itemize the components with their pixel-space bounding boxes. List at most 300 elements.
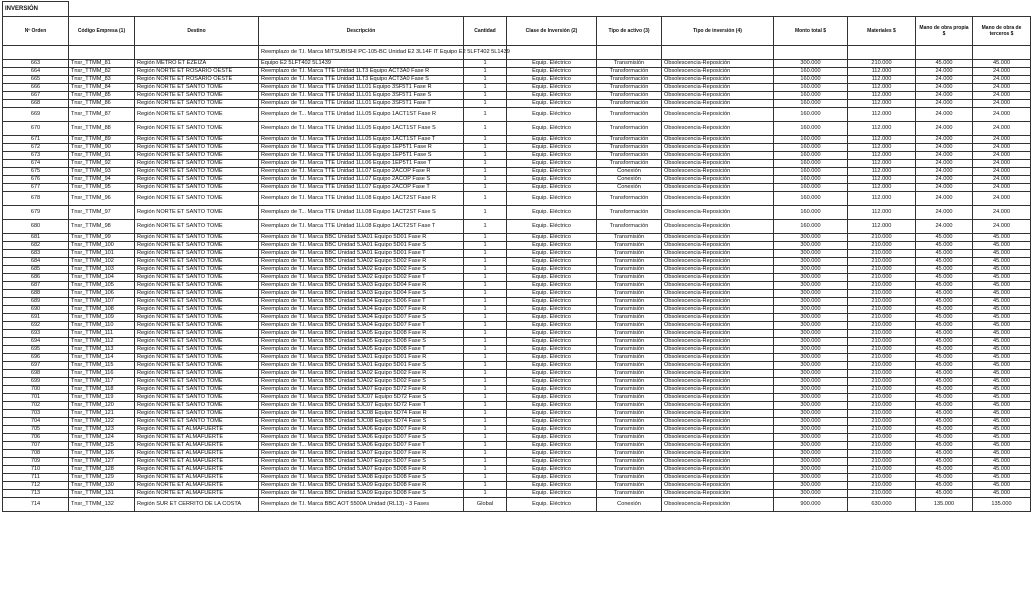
cell-cantidad: 1 (464, 298, 507, 306)
cell-clase: Equip. Eléctrico (507, 136, 597, 144)
cell-mano-obra-propia: 45.000 (916, 354, 973, 362)
table-row (3, 144, 1031, 152)
cell-mano-obra-terceros: 24.000 (973, 122, 1031, 136)
cell-monto-total: 300.000 (774, 290, 848, 298)
cell-cantidad: 1 (464, 490, 507, 498)
cell-destino: Región NORTE ET SANTO TOME (135, 394, 259, 402)
cell-tipo-activo: Transformación (597, 76, 662, 84)
cell-destino: Región NORTE ET SANTO TOME (135, 274, 259, 282)
cell-tipo-inversion: Obsolescencia-Reposición (662, 362, 774, 370)
cell-destino: Región NORTE ET ALMAFUERTE (135, 434, 259, 442)
cell-codigo: Tnsr_TTMM_87 (69, 108, 135, 122)
cell-tipo-inversion: Obsolescencia-Reposición (662, 76, 774, 84)
cell-tipo-activo: Transmisión (597, 394, 662, 402)
cell-codigo: Tnsr_TTMM_81 (69, 60, 135, 68)
cell-tipo-activo: Transmisión (597, 442, 662, 450)
cell-mano-obra-terceros: 45.000 (973, 458, 1031, 466)
cell-mano-obra-propia: 45.000 (916, 322, 973, 330)
cell-mano-obra-terceros: 24.000 (973, 108, 1031, 122)
cell-monto-total: 300.000 (774, 474, 848, 482)
table-row (3, 434, 1031, 442)
cell-descripcion: Reemplazo de T.I. Marca BBC Unidad 5JC07 Equipo 5D72 Fase S (259, 394, 464, 402)
cell-descripcion: Reemplazo de T.I. Marca MITSUBISHI PC-105-BC Unidad E2 3L14F IT Equipo E2 5LFT402 5L1439 (259, 46, 464, 60)
cell-materiales: 112.000 (848, 92, 916, 100)
cell-mano-obra-propia: 24.000 (916, 76, 973, 84)
cell-codigo: Tnsr_TTMM_83 (69, 76, 135, 84)
cell-tipo-inversion: Obsolescencia-Reposición (662, 274, 774, 282)
cell-descripcion: Reemplazo de T.I. Marca BBC Unidad 5JC08 Equipo 5D74 Fase S (259, 418, 464, 426)
cell-codigo: Tnsr_TTMM_111 (69, 330, 135, 338)
cell-destino: Región SUR ET CERRITO DE LA COSTA (135, 498, 259, 512)
cell-clase: Equip. Eléctrico (507, 482, 597, 490)
cell-tipo-activo: Transformación (597, 220, 662, 234)
cell-orden: 667 (3, 92, 69, 100)
cell-materiales: 210.000 (848, 306, 916, 314)
cell-descripcion: Reemplazo de T.I. Marca BBC Unidad 5JA02 Equipo 5D02 Fase T (259, 274, 464, 282)
cell-codigo: Tnsr_TTMM_103 (69, 266, 135, 274)
cell-materiales: 210.000 (848, 490, 916, 498)
cell-orden: 692 (3, 322, 69, 330)
cell-descripcion: Reemplazo de T.I. Marca BBC Unidad 5JA04 Equipo 5D07 Fase S (259, 314, 464, 322)
cell-monto-total: 160.000 (774, 84, 848, 92)
cell-clase: Equip. Eléctrico (507, 250, 597, 258)
cell-clase: Equip. Eléctrico (507, 60, 597, 68)
cell-tipo-inversion: Obsolescencia-Reposición (662, 250, 774, 258)
cell-clase: Equip. Eléctrico (507, 490, 597, 498)
cell-tipo-inversion: Obsolescencia-Reposición (662, 60, 774, 68)
cell-monto-total: 160.000 (774, 168, 848, 176)
cell-clase: Equip. Eléctrico (507, 426, 597, 434)
cell-codigo: Tnsr_TTMM_113 (69, 346, 135, 354)
cell-descripcion: Reemplazo de T.I. Marca TTE Unidad 1LL05 Equipo 1ACT1ST Fase T (259, 136, 464, 144)
cell-destino: Región NORTE ET ALMAFUERTE (135, 450, 259, 458)
cell-mano-obra-propia: 45.000 (916, 330, 973, 338)
table-row (3, 176, 1031, 184)
cell-mano-obra-terceros: 45.000 (973, 258, 1031, 266)
table-row (3, 298, 1031, 306)
cell-destino: Región NORTE ET SANTO TOME (135, 410, 259, 418)
cell-clase: Equip. Eléctrico (507, 338, 597, 346)
cell-materiales: 112.000 (848, 184, 916, 192)
cell-tipo-activo: Transmisión (597, 282, 662, 290)
cell-tipo-activo: Transmisión (597, 306, 662, 314)
cell-tipo-activo: Transmisión (597, 410, 662, 418)
cell-tipo-activo: Transformación (597, 206, 662, 220)
cell-destino: Región NORTE ET SANTO TOME (135, 152, 259, 160)
cell-tipo-activo: Transformación (597, 192, 662, 206)
cell-materiales: 210.000 (848, 466, 916, 474)
cell-mano-obra-propia: 45.000 (916, 298, 973, 306)
cell-monto-total: 300.000 (774, 434, 848, 442)
cell-destino: Región NORTE ET SANTO TOME (135, 266, 259, 274)
cell-materiales: 210.000 (848, 450, 916, 458)
cell-cantidad: 1 (464, 370, 507, 378)
header-tipo-activo: Tipo de activo (3) (597, 17, 662, 46)
cell-monto-total: 300.000 (774, 298, 848, 306)
cell-orden: 687 (3, 282, 69, 290)
cell-tipo-activo: Transmisión (597, 386, 662, 394)
cell-codigo: Tnsr_TTMM_123 (69, 426, 135, 434)
cell-orden: 677 (3, 184, 69, 192)
cell-tipo-inversion: Obsolescencia-Reposición (662, 322, 774, 330)
cell-monto-total: 300.000 (774, 458, 848, 466)
cell-clase: Equip. Eléctrico (507, 394, 597, 402)
cell-descripcion: Reemplazo de T.I. Marca BBC Unidad 5JA08 Equipo 5D08 Fase S (259, 474, 464, 482)
cell-clase: Equip. Eléctrico (507, 220, 597, 234)
cell-tipo-activo: Transmisión (597, 314, 662, 322)
cell-clase: Equip. Eléctrico (507, 402, 597, 410)
cell-tipo-inversion: Obsolescencia-Reposición (662, 434, 774, 442)
cell-mano-obra-propia: 45.000 (916, 314, 973, 322)
cell-tipo-inversion: Obsolescencia-Reposición (662, 290, 774, 298)
cell-tipo-inversion: Obsolescencia-Reposición (662, 184, 774, 192)
cell-codigo: Tnsr_TTMM_112 (69, 338, 135, 346)
cell-codigo: Tnsr_TTMM_122 (69, 418, 135, 426)
cell-descripcion: Reemplazo de T.I. Marca BBC Unidad 5JA06 Equipo 5D07 Fase S (259, 434, 464, 442)
cell-mano-obra-propia: 24.000 (916, 168, 973, 176)
cell-mano-obra-propia: 24.000 (916, 122, 973, 136)
cell-codigo: Tnsr_TTMM_93 (69, 168, 135, 176)
cell-tipo-activo: Transmisión (597, 426, 662, 434)
cell-orden: 664 (3, 68, 69, 76)
cell-materiales: 112.000 (848, 152, 916, 160)
cell-destino (135, 46, 259, 60)
cell-descripcion: Reemplazo de T.I. Marca BBC Unidad 5JA07 Equipo 5D07 Fase R (259, 450, 464, 458)
cell-mano-obra-terceros: 45.000 (973, 290, 1031, 298)
cell-clase: Equip. Eléctrico (507, 206, 597, 220)
cell-tipo-activo: Transmisión (597, 354, 662, 362)
cell-materiales: 210.000 (848, 234, 916, 242)
cell-mano-obra-propia: 45.000 (916, 234, 973, 242)
cell-monto-total: 160.000 (774, 76, 848, 84)
cell-codigo: Tnsr_TTMM_106 (69, 290, 135, 298)
cell-monto-total: 300.000 (774, 450, 848, 458)
cell-mano-obra-terceros: 45.000 (973, 330, 1031, 338)
table-row (3, 152, 1031, 160)
table-row (3, 394, 1031, 402)
cell-descripcion: Reemplazo de T.I. Marca BBC Unidad 5JA06 Equipo 5D07 Fase R (259, 426, 464, 434)
cell-materiales: 112.000 (848, 220, 916, 234)
cell-orden: 705 (3, 426, 69, 434)
cell-mano-obra-propia: 45.000 (916, 250, 973, 258)
cell-cantidad: 1 (464, 76, 507, 84)
cell-orden: 700 (3, 386, 69, 394)
table-row (3, 498, 1031, 512)
cell-tipo-inversion: Obsolescencia-Reposición (662, 418, 774, 426)
cell-descripcion: Reemplazo de T.I. Marca BBC Unidad 5JA01 Equipo 5D01 Fase S (259, 362, 464, 370)
cell-tipo-activo: Transmisión (597, 322, 662, 330)
cell-orden: 685 (3, 266, 69, 274)
cell-materiales: 112.000 (848, 84, 916, 92)
cell-codigo: Tnsr_TTMM_120 (69, 402, 135, 410)
table-row (3, 136, 1031, 144)
cell-mano-obra-propia: 45.000 (916, 306, 973, 314)
table-row (3, 46, 1031, 60)
cell-descripcion: Reemplazo de T... Marca BBC Unidad 5JA06 Equipo 5D07 Fase T (259, 442, 464, 450)
cell-clase: Equip. Eléctrico (507, 92, 597, 100)
cell-cantidad: 1 (464, 466, 507, 474)
cell-materiales: 210.000 (848, 378, 916, 386)
cell-mano-obra-propia: 45.000 (916, 266, 973, 274)
cell-materiales: 210.000 (848, 330, 916, 338)
cell-monto-total: 160.000 (774, 68, 848, 76)
cell-descripcion: Reemplazo de T.I. Marca BBC Unidad 5JA07 Equipo 5D08 Fase R (259, 466, 464, 474)
cell-clase: Equip. Eléctrico (507, 498, 597, 512)
cell-mano-obra-propia: 45.000 (916, 402, 973, 410)
cell-destino: Región NORTE ET SANTO TOME (135, 258, 259, 266)
table-row (3, 250, 1031, 258)
cell-destino: Región NORTE ET SANTO TOME (135, 206, 259, 220)
cell-clase: Equip. Eléctrico (507, 176, 597, 184)
cell-codigo: Tnsr_TTMM_97 (69, 206, 135, 220)
cell-destino: Región NORTE ET ROSARIO OESTE (135, 76, 259, 84)
cell-clase: Equip. Eléctrico (507, 370, 597, 378)
cell-tipo-activo: Transformación (597, 122, 662, 136)
cell-cantidad: 1 (464, 282, 507, 290)
cell-tipo-activo: Transmisión (597, 60, 662, 68)
cell-monto-total: 160.000 (774, 220, 848, 234)
cell-codigo: Tnsr_TTMM_105 (69, 282, 135, 290)
cell-materiales: 210.000 (848, 402, 916, 410)
cell-descripcion: Reemplazo de T.I. Marca TTE Unidad 1LL07 Equipo 2ACOP Fase S (259, 176, 464, 184)
cell-orden: 675 (3, 168, 69, 176)
cell-clase: Equip. Eléctrico (507, 274, 597, 282)
cell-clase: Equip. Eléctrico (507, 306, 597, 314)
cell-orden: 669 (3, 108, 69, 122)
cell-orden: 696 (3, 354, 69, 362)
cell-tipo-inversion: Obsolescencia-Reposición (662, 266, 774, 274)
cell-codigo: Tnsr_TTMM_114 (69, 354, 135, 362)
cell-tipo-activo: Transmisión (597, 450, 662, 458)
table-row (3, 206, 1031, 220)
cell-destino: Región NORTE ET SANTO TOME (135, 144, 259, 152)
cell-destino: Región NORTE ET ROSARIO OESTE (135, 68, 259, 76)
cell-cantidad: 1 (464, 242, 507, 250)
cell-cantidad: 1 (464, 168, 507, 176)
cell-tipo-activo: Transmisión (597, 290, 662, 298)
cell-monto-total: 160.000 (774, 92, 848, 100)
table-row (3, 84, 1031, 92)
cell-materiales: 210.000 (848, 266, 916, 274)
cell-orden: 697 (3, 362, 69, 370)
cell-materiales: 112.000 (848, 160, 916, 168)
cell-cantidad: 1 (464, 346, 507, 354)
table-row (3, 100, 1031, 108)
cell-clase: Equip. Eléctrico (507, 466, 597, 474)
cell-orden: 693 (3, 330, 69, 338)
cell-mano-obra-terceros: 24.000 (973, 100, 1031, 108)
header-destino: Destino (135, 17, 259, 46)
cell-clase: Equip. Eléctrico (507, 474, 597, 482)
cell-tipo-inversion: Obsolescencia-Reposición (662, 370, 774, 378)
cell-monto-total: 160.000 (774, 206, 848, 220)
cell-orden: 710 (3, 466, 69, 474)
cell-mano-obra-propia: 24.000 (916, 144, 973, 152)
cell-tipo-inversion: Obsolescencia-Reposición (662, 306, 774, 314)
cell-cantidad: 1 (464, 330, 507, 338)
cell-descripcion: Reemplazo de T.I. Marca TTE Unidad 1LL05 Equipo 1ACT1ST Fase S (259, 122, 464, 136)
cell-mano-obra-propia: 45.000 (916, 458, 973, 466)
cell-monto-total: 160.000 (774, 192, 848, 206)
cell-tipo-inversion: Obsolescencia-Reposición (662, 282, 774, 290)
cell-codigo: Tnsr_TTMM_104 (69, 274, 135, 282)
cell-destino: Región NORTE ET SANTO TOME (135, 346, 259, 354)
cell-tipo-activo: Transmisión (597, 418, 662, 426)
table-row (3, 378, 1031, 386)
cell-materiales: 112.000 (848, 136, 916, 144)
cell-orden: 684 (3, 258, 69, 266)
cell-monto-total: 300.000 (774, 242, 848, 250)
table-row (3, 458, 1031, 466)
cell-materiales: 112.000 (848, 68, 916, 76)
cell-monto-total: 300.000 (774, 442, 848, 450)
cell-codigo: Tnsr_TTMM_115 (69, 362, 135, 370)
cell-codigo: Tnsr_TTMM_125 (69, 442, 135, 450)
table-row (3, 490, 1031, 498)
cell-materiales: 112.000 (848, 206, 916, 220)
cell-materiales: 210.000 (848, 482, 916, 490)
cell-destino: Región NORTE ET ALMAFUERTE (135, 442, 259, 450)
cell-clase: Equip. Eléctrico (507, 330, 597, 338)
cell-tipo-inversion: Obsolescencia-Reposición (662, 346, 774, 354)
cell-clase: Equip. Eléctrico (507, 242, 597, 250)
cell-destino: Región NORTE ET ALMAFUERTE (135, 458, 259, 466)
cell-tipo-inversion: Obsolescencia-Reposición (662, 378, 774, 386)
table-row (3, 466, 1031, 474)
cell-clase: Equip. Eléctrico (507, 122, 597, 136)
header-mano-obra-terceros: Mano de obra de terceros $ (973, 17, 1031, 46)
cell-orden: 709 (3, 458, 69, 466)
cell-monto-total: 300.000 (774, 258, 848, 266)
cell-monto-total: 300.000 (774, 60, 848, 68)
cell-monto-total: 300.000 (774, 234, 848, 242)
cell-monto-total: 300.000 (774, 354, 848, 362)
cell-monto-total: 160.000 (774, 152, 848, 160)
cell-tipo-activo: Transmisión (597, 234, 662, 242)
cell-cantidad: 1 (464, 458, 507, 466)
cell-cantidad: 1 (464, 482, 507, 490)
cell-clase: Equip. Eléctrico (507, 234, 597, 242)
cell-destino: Región NORTE ET SANTO TOME (135, 338, 259, 346)
cell-materiales: 210.000 (848, 354, 916, 362)
cell-descripcion: Reemplazo de T.I. Marca BBC Unidad 5JA04 Equipo 5D07 Fase R (259, 306, 464, 314)
cell-mano-obra-terceros: 45.000 (973, 466, 1031, 474)
cell-mano-obra-propia: 45.000 (916, 386, 973, 394)
cell-cantidad: 1 (464, 362, 507, 370)
cell-descripcion: Reemplazo de T.I. Marca BBC Unidad 5JA04 Equipo 5D06 Fase T (259, 298, 464, 306)
cell-tipo-inversion: Obsolescencia-Reposición (662, 242, 774, 250)
cell-cantidad: 1 (464, 176, 507, 184)
cell-cantidad: 1 (464, 84, 507, 92)
cell-orden: 688 (3, 290, 69, 298)
cell-monto-total: 300.000 (774, 338, 848, 346)
cell-clase: Equip. Eléctrico (507, 298, 597, 306)
cell-tipo-activo: Conexión (597, 168, 662, 176)
cell-monto-total: 300.000 (774, 322, 848, 330)
cell-descripcion: Reemplazo de T.I. Marca BBC Unidad 5JC08 Equipo 5D74 Fase R (259, 410, 464, 418)
cell-destino: Región METRO ET EZEIZA (135, 60, 259, 68)
cell-destino: Región NORTE ET SANTO TOME (135, 220, 259, 234)
cell-descripcion: Reemplazo de T.I. Marca BBC Unidad 5JC07 Equipo 5D72 Fase T (259, 402, 464, 410)
cell-tipo-inversion: Obsolescencia-Reposición (662, 234, 774, 242)
cell-mano-obra-terceros: 24.000 (973, 184, 1031, 192)
cell-mano-obra-propia: 45.000 (916, 274, 973, 282)
table-row (3, 314, 1031, 322)
cell-cantidad: 1 (464, 306, 507, 314)
cell-clase: Equip. Eléctrico (507, 386, 597, 394)
cell-clase: Equip. Eléctrico (507, 144, 597, 152)
cell-tipo-inversion: Obsolescencia-Reposición (662, 206, 774, 220)
cell-mano-obra-propia: 24.000 (916, 160, 973, 168)
cell-destino: Región NORTE ET SANTO TOME (135, 234, 259, 242)
cell-clase: Equip. Eléctrico (507, 108, 597, 122)
cell-monto-total: 160.000 (774, 176, 848, 184)
table-row (3, 442, 1031, 450)
cell-monto-total: 300.000 (774, 282, 848, 290)
table-row (3, 76, 1031, 84)
cell-mano-obra-terceros: 45.000 (973, 306, 1031, 314)
cell-cantidad: 1 (464, 136, 507, 144)
cell-destino: Región NORTE ET ALMAFUERTE (135, 482, 259, 490)
cell-mano-obra-propia: 45.000 (916, 282, 973, 290)
cell-materiales: 210.000 (848, 394, 916, 402)
cell-materiales: 210.000 (848, 282, 916, 290)
cell-materiales: 210.000 (848, 458, 916, 466)
cell-tipo-activo: Transmisión (597, 362, 662, 370)
cell-destino: Región NORTE ET SANTO TOME (135, 282, 259, 290)
cell-codigo: Tnsr_TTMM_110 (69, 322, 135, 330)
table-row (3, 386, 1031, 394)
cell-descripcion: Reemplazo de T.I. Marca BBC AOT 5500A Unidad (RL13) - 3 Fases (259, 498, 464, 512)
cell-tipo-activo: Transmisión (597, 434, 662, 442)
cell-descripcion: Reemplazo de T.I. Marca BBC Unidad 5JA07 Equipo 5D72 Fase R (259, 386, 464, 394)
cell-mano-obra-terceros: 45.000 (973, 482, 1031, 490)
cell-tipo-inversion: Obsolescencia-Reposición (662, 176, 774, 184)
cell-orden: 712 (3, 482, 69, 490)
table-row (3, 482, 1031, 490)
table-row (3, 168, 1031, 176)
cell-tipo-activo: Transformación (597, 100, 662, 108)
cell-cantidad: 1 (464, 442, 507, 450)
cell-mano-obra-terceros: 24.000 (973, 206, 1031, 220)
cell-orden: 665 (3, 76, 69, 84)
cell-tipo-activo: Transmisión (597, 402, 662, 410)
cell-descripcion: Reemplazo de T.I. Marca BBC Unidad 5JA04 Equipo 5D07 Fase T (259, 322, 464, 330)
cell-tipo-activo: Transformación (597, 108, 662, 122)
cell-descripcion: Reemplazo de T.I. Marca TTE Unidad 1LL01 Equipo 3SF5T1 Fase R (259, 84, 464, 92)
table-row (3, 184, 1031, 192)
cell-tipo-activo: Transmisión (597, 274, 662, 282)
cell-codigo: Tnsr_TTMM_118 (69, 386, 135, 394)
cell-codigo: Tnsr_TTMM_98 (69, 220, 135, 234)
cell-codigo: Tnsr_TTMM_101 (69, 250, 135, 258)
cell-codigo: Tnsr_TTMM_90 (69, 144, 135, 152)
header-mano-obra-propia: Mano de obra propia $ (916, 17, 973, 46)
cell-tipo-inversion: Obsolescencia-Reposición (662, 314, 774, 322)
cell-monto-total: 300.000 (774, 418, 848, 426)
cell-materiales: 210.000 (848, 426, 916, 434)
cell-descripcion: Reemplazo de T.I. Marca BBC Unidad 5JA03 Equipo 5D04 Fase S (259, 290, 464, 298)
cell-mano-obra-propia: 24.000 (916, 68, 973, 76)
cell-monto-total: 300.000 (774, 482, 848, 490)
cell-materiales: 112.000 (848, 168, 916, 176)
cell-clase: Equip. Eléctrico (507, 314, 597, 322)
cell-orden: 668 (3, 100, 69, 108)
cell-destino: Región NORTE ET ALMAFUERTE (135, 466, 259, 474)
cell-cantidad: 1 (464, 152, 507, 160)
cell-orden: 699 (3, 378, 69, 386)
cell-destino: Región NORTE ET SANTO TOME (135, 418, 259, 426)
